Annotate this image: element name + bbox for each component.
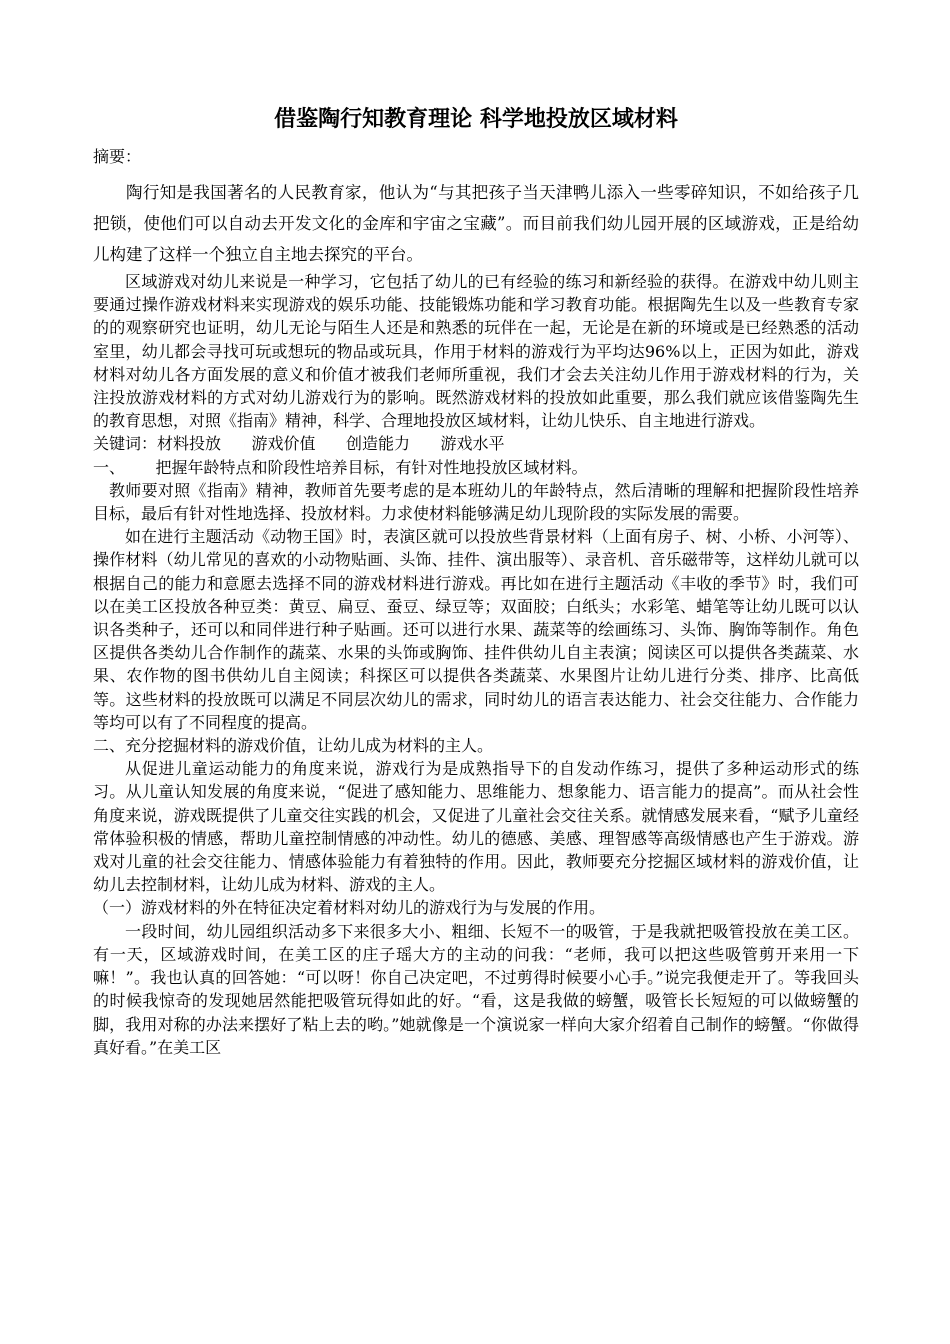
section-1-heading: 一、 把握年龄特点和阶段性培养目标，有针对性地投放区域材料。	[93, 457, 588, 477]
abstract-paragraph-2: 区域游戏对幼儿来说是一种学习，它包括了幼儿的已有经验的练习和新经验的获得。在游戏中幼儿则主要通过操作游戏材料来实现游戏的娱乐功能、技能锻炼功能和学习教育功能。根据陶先生以及一些教育专家的的观察研究也证明，幼儿无论与陌生人还是和熟悉的玩伴在一起，无论是在新的环境或是已经熟悉的活动室里，幼儿都会寻找可玩或想玩的物品或玩具，作用于材料的游戏行为平均达96%以上，正因为如此，游戏材料对幼儿各方面发展的意义和价值才被我们老师所重视，我们才会去关注幼儿作用于游戏材料的行为，关注投放游戏材料的方式对幼儿游戏行为的影响。既然游戏材料的投放如此重要，那么我们就应该借鉴陶先生的教育思想，对照《指南》精神，科学、合理地投放区域材料，让幼儿快乐、自主地进行游戏。	[93, 272, 859, 431]
section-2-heading: 二、充分挖掘材料的游戏价值，让幼儿成为材料的主人。	[93, 736, 494, 756]
document-title: 借鉴陶行知教育理论 科学地投放区域材料	[274, 107, 678, 132]
document-page	[93, 105, 859, 1059]
section-1-paragraph-2: 如在进行主题活动《动物王国》时，表演区就可以投放些背景材料（上面有房子、树、小桥、小河等）、操作材料（幼儿常见的喜欢的小动物贴画、头饰、挂件、演出服等）、录音机、音乐磁带等，这样幼儿就可以根据自己的能力和意愿去选择不同的游戏材料进行游戏。再比如在进行主题活动《丰收的季节》时，我们可以在美工区投放各种豆类：黄豆、扁豆、蚕豆、绿豆等；双面胶；白纸头；水彩笔、蜡笔等让幼儿既可以认识各类种子，还可以和同伴进行种子贴画。还可以进行水果、蔬菜等的绘画练习、头饰、胸饰等制作。角色区提供各类幼儿合作制作的蔬菜、水果的头饰或胸饰、挂件供幼儿自主表演；阅读区可以提供各类蔬菜、水果、农作物的图书供幼儿自主阅读；科探区可以提供各类蔬菜、水果图片让幼儿进行分类、排序、比高低等。这些材料的投放既可以满足不同层次幼儿的需求，同时幼儿的语言表达能力、社会交往能力、合作能力等均可以有了不同程度的提高。	[93, 527, 859, 732]
abstract-paragraph-1: 陶行知是我国著名的人民教育家，他认为“与其把孩子当天津鸭儿添入一些零碎知识，不如给孩子几把锁，使他们可以自动去开发文化的金库和宇宙之宝藏”。而目前我们幼儿园开展的区域游戏，正是给幼儿构建了这样一个独立自主地去探究的平台。	[93, 183, 859, 264]
subsection-1-paragraph-1: 一段时间，幼儿园组织活动多下来很多大小、粗细、长短不一的吸管，于是我就把吸管投放在美工区。有一天，区域游戏时间，在美工区的庄子瑶大方的主动的问我：“老师，我可以把这些吸管剪开来用一下嘛！”。我也认真的回答她：“可以呀！你自己决定吧，不过剪得时候要小心手。”说完我便走开了。等我回头的时候我惊奇的发现她居然能把吸管玩得如此的好。“看，这是我做的螃蟹，吸管长长短短的可以做螃蟹的脚，我用对称的办法来摆好了粘上去的哟。”她就像是一个演说家一样向大家介绍着自己制作的螃蟹。“你做得真好看。”在美工区	[93, 921, 859, 1057]
subsection-1-heading: （一）游戏材料的外在特征决定着材料对幼儿的游戏行为与发展的作用。	[93, 898, 606, 918]
section-2-paragraph-1: 从促进儿童运动能力的角度来说，游戏行为是成熟指导下的自发动作练习，提供了多种运动形式的练习。从儿童认知发展的角度来说，“促进了感知能力、思维能力、想象能力、语言能力的提高”。而从社会性角度来说，游戏既提供了儿童交往实践的机会，又促进了儿童社会交往关系。就情感发展来看，“赋予儿童经常体验积极的情感，帮助儿童控制情感的冲动性。幼儿的德感、美感、理智感等高级情感也产生于游戏。游戏对儿童的社会交往能力、情感体验能力有着独特的作用。因此，教师要充分挖掘区域材料的游戏价值，让幼儿去控制材料，让幼儿成为材料、游戏的主人。	[93, 759, 859, 895]
abstract-label: 摘要：	[93, 147, 142, 166]
section-1-paragraph-1: 教师要对照《指南》精神，教师首先要考虑的是本班幼儿的年龄特点，然后清晰的理解和把握阶段性培养目标，最后有针对性地选择、投放材料。力求使材料能够满足幼儿现阶段的实际发展的需要。	[93, 480, 859, 524]
keywords-line: 关键词：材料投放 游戏价值 创造能力 游戏水平	[93, 434, 505, 454]
